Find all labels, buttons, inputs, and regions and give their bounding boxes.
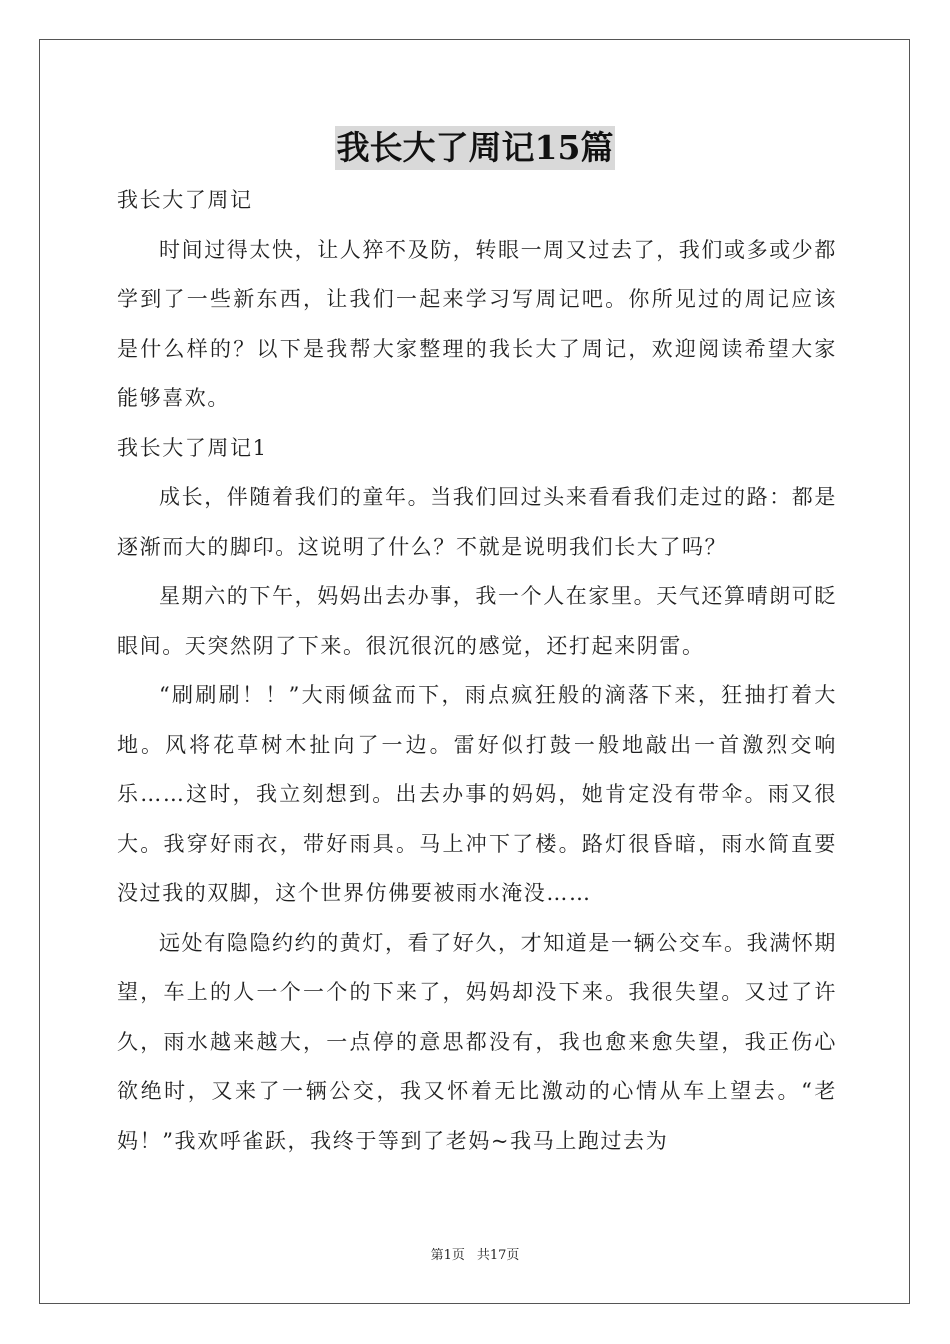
body-paragraph: 成长，伴随着我们的童年。当我们回过头来看看我们走过的路：都是逐渐而大的脚印。这说明了什么？不就是说明我们长大了吗？ [117, 485, 837, 559]
document-title: 我长大了周记15篇 [335, 126, 616, 170]
section-heading: 我长大了周记1 [117, 435, 268, 460]
document-body [117, 176, 837, 1166]
intro-paragraph: 时间过得太快，让人猝不及防，转眼一周又过去了，我们或多或少都学到了一些新东西，让我们一起来学习写周记吧。你所见过的周记应该是什么样的？以下是我帮大家整理的我长大了周记，欢迎阅读希望大家能够喜欢。 [117, 237, 837, 410]
page-number: 第1页 [430, 1248, 465, 1263]
body-paragraph: “刷刷刷！！”大雨倾盆而下，雨点疯狂般的滴落下来，狂抽打着大地。风将花草树木扯向了一边。雷好似打鼓一般地敲出一首激烈交响乐……这时，我立刻想到。出去办事的妈妈，她肯定没有带伞。雨又很大。我穿好雨衣，带好雨具。马上冲下了楼。路灯很昏暗，雨水简直要没过我的双脚，这个世界仿佛要被雨水淹没…… [117, 683, 837, 905]
page-footer [0, 1244, 950, 1263]
body-paragraph: 远处有隐隐约约的黄灯，看了好久，才知道是一辆公交车。我满怀期望，车上的人一个一个的下来了，妈妈却没下来。我很失望。又过了许久，雨水越来越大，一点停的意思都没有，我也愈来愈失望，我正伤心欲绝时，又来了一辆公交，我又怀着无比激动的心情从车上望去。“老妈！”我欢呼雀跃，我终于等到了老妈~我马上跑过去为 [117, 930, 837, 1153]
section-heading: 我长大了周记 [117, 188, 253, 212]
title-container [0, 126, 950, 170]
body-paragraph: 星期六的下午，妈妈出去办事，我一个人在家里。天气还算晴朗可眨眼间。天突然阴了下来。很沉很沉的感觉，还打起来阴雷。 [117, 584, 837, 658]
page-total: 共17页 [476, 1248, 520, 1263]
